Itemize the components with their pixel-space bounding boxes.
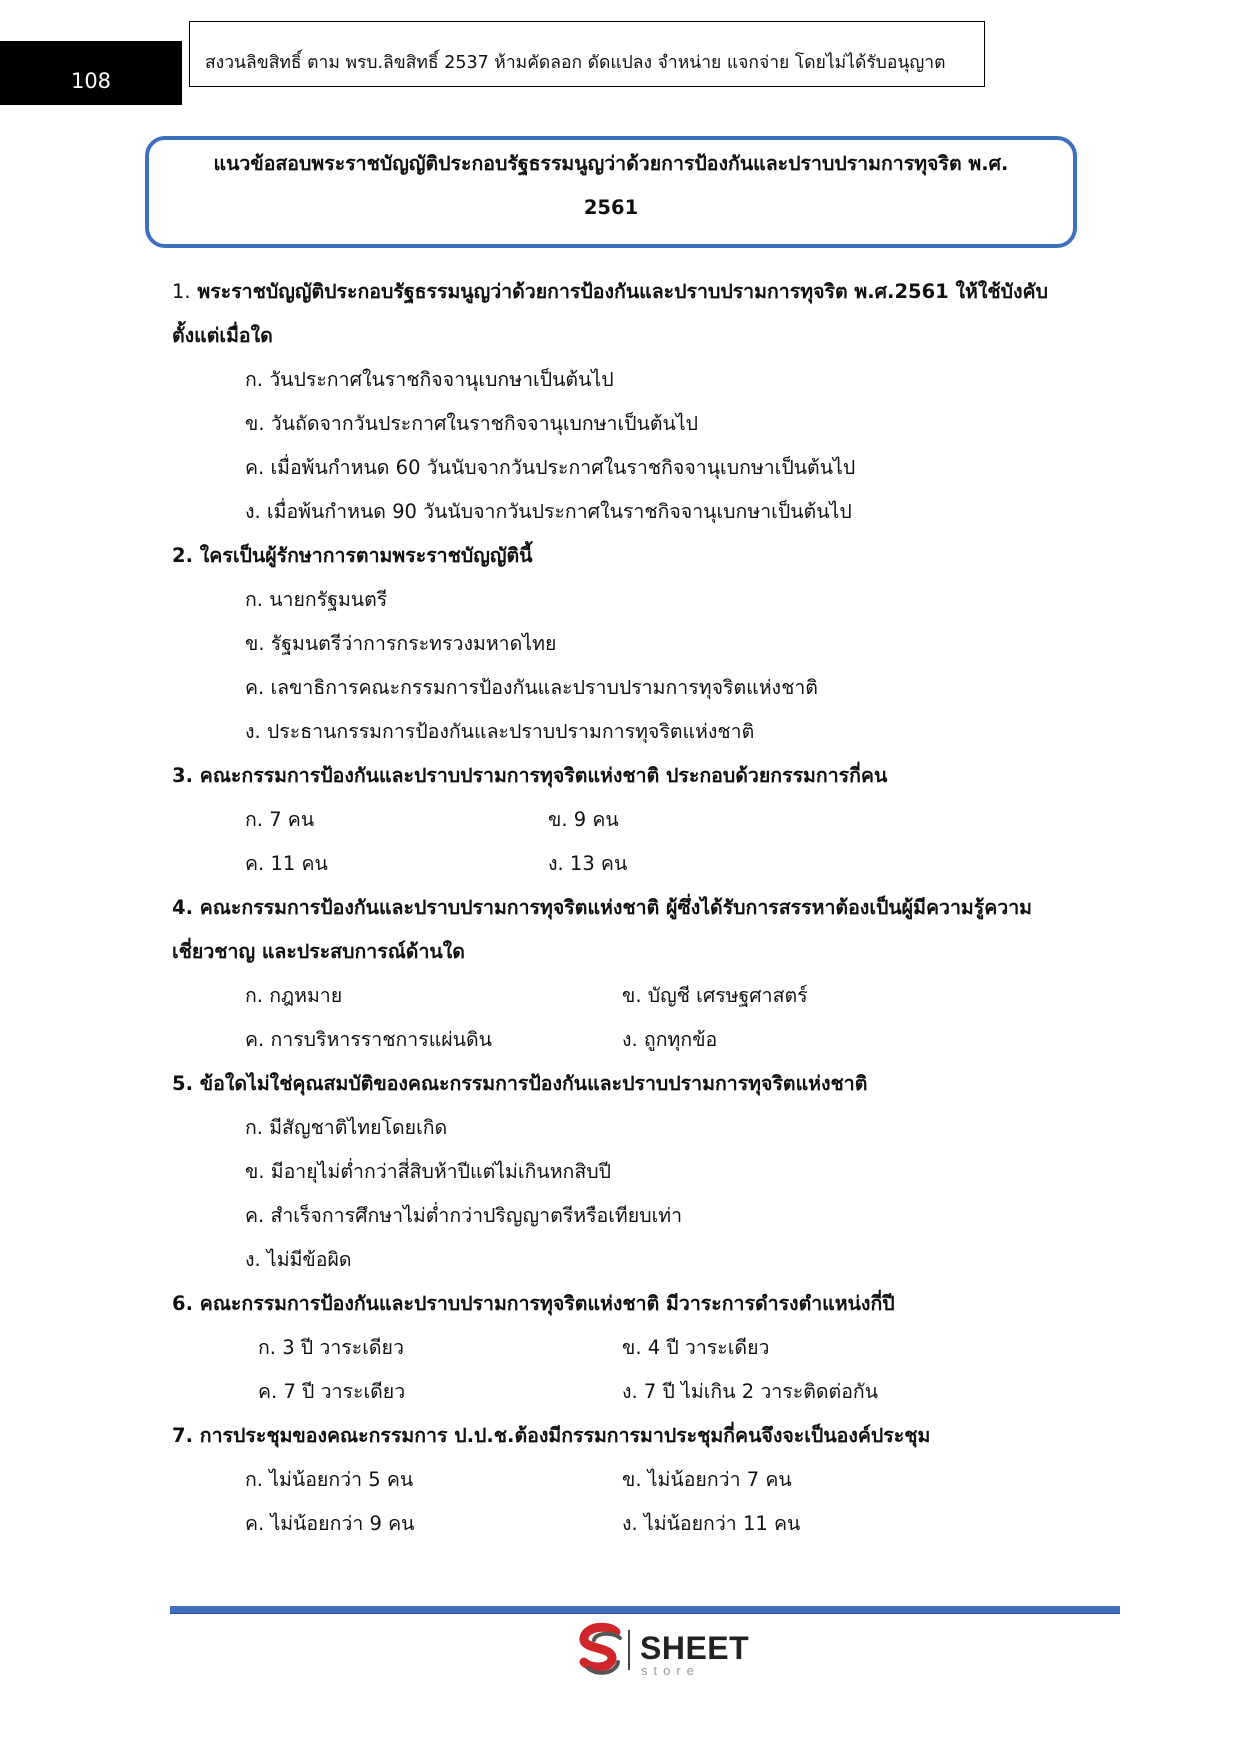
title-line-2: 2561 (583, 196, 639, 219)
question-number: 1. (172, 280, 191, 303)
option-3a: ก. 7 คน (245, 808, 315, 831)
question-text: ใครเป็นผู้รักษาการตามพระราชบัญญัตินี้ (199, 544, 533, 567)
sheet-store-logo-icon (572, 1622, 632, 1680)
question-3 (172, 754, 1052, 798)
question-6 (172, 1282, 1052, 1326)
option-6b: ข. 4 ปี วาระเดียว (622, 1336, 770, 1359)
option-4a: ก. กฎหมาย (245, 984, 343, 1007)
question-text: คณะกรรมการป้องกันและปราบปรามการทุจริตแห่งชาติ ผู้ซึ่งได้รับการสรรหาต้องเป็นผู้มีความรู้ความเชี่ยวชาญ และประสบการณ์ด้านใด (172, 896, 1033, 963)
question-4 (172, 886, 1052, 974)
page-title (145, 136, 1077, 248)
option-5a: ก. มีสัญชาติไทยโดยเกิด (245, 1116, 448, 1139)
page-number: 108 (0, 41, 182, 105)
question-number: 4. (172, 896, 193, 919)
option-3c: ค. 11 คน (245, 852, 328, 875)
question-number: 5. (172, 1072, 193, 1095)
question-number: 7. (172, 1424, 193, 1447)
option-5b: ข. มีอายุไม่ต่ำกว่าสี่สิบห้าปีแต่ไม่เกินหกสิบปี (245, 1160, 612, 1183)
option-4d: ง. ถูกทุกข้อ (622, 1028, 718, 1051)
option-1b: ข. วันถัดจากวันประกาศในราชกิจจานุเบกษาเป็นต้นไป (245, 412, 699, 435)
option-4c: ค. การบริหารราชการแผ่นดิน (245, 1028, 493, 1051)
title-line-1: แนวข้อสอบพระราชบัญญัติประกอบรัฐธรรมนูญว่าด้วยการป้องกันและปราบปรามการทุจริต พ.ศ. (213, 152, 1009, 175)
question-text: คณะกรรมการป้องกันและปราบปรามการทุจริตแห่งชาติ ประกอบด้วยกรรมการกี่คน (199, 764, 888, 787)
question-number: 6. (172, 1292, 193, 1315)
question-number: 3. (172, 764, 193, 787)
option-7a: ก. ไม่น้อยกว่า 5 คน (245, 1468, 414, 1491)
option-6d: ง. 7 ปี ไม่เกิน 2 วาระติดต่อกัน (622, 1380, 879, 1403)
question-text: ข้อใดไม่ใช่คุณสมบัติของคณะกรรมการป้องกันและปราบปรามการทุจริตแห่งชาติ (199, 1072, 868, 1095)
question-text: พระราชบัญญัติประกอบรัฐธรรมนูญว่าด้วยการป้องกันและปราบปรามการทุจริต พ.ศ.2561 ให้ใช้บังคับตั้งแต่เมื่อใด (172, 280, 1048, 347)
question-2 (172, 534, 1052, 578)
question-5 (172, 1062, 1052, 1106)
logo-text: SHEET (640, 1630, 750, 1666)
option-1a: ก. วันประกาศในราชกิจจานุเบกษาเป็นต้นไป (245, 368, 614, 391)
option-6a: ก. 3 ปี วาระเดียว (258, 1336, 404, 1359)
option-1c: ค. เมื่อพ้นกำหนด 60 วันนับจากวันประกาศในราชกิจจานุเบกษาเป็นต้นไป (245, 456, 856, 479)
option-3d: ง. 13 คน (548, 852, 628, 875)
footer-rule (170, 1606, 1120, 1614)
option-7d: ง. ไม่น้อยกว่า 11 คน (622, 1512, 801, 1535)
option-2b: ข. รัฐมนตรีว่าการกระทรวงมหาดไทย (245, 632, 557, 655)
option-2a: ก. นายกรัฐมนตรี (245, 588, 388, 611)
option-5c: ค. สำเร็จการศึกษาไม่ต่ำกว่าปริญญาตรีหรือเทียบเท่า (245, 1204, 683, 1227)
option-6c: ค. 7 ปี วาระเดียว (258, 1380, 406, 1403)
option-1d: ง. เมื่อพ้นกำหนด 90 วันนับจากวันประกาศในราชกิจจานุเบกษาเป็นต้นไป (245, 500, 852, 523)
question-text: การประชุมของคณะกรรมการ ป.ป.ช.ต้องมีกรรมการมาประชุมกี่คนจึงจะเป็นองค์ประชุม (199, 1424, 931, 1447)
option-2c: ค. เลขาธิการคณะกรรมการป้องกันและปราบปรามการทุจริตแห่งชาติ (245, 676, 818, 699)
logo-subtext: store (641, 1663, 700, 1678)
question-7 (172, 1414, 1052, 1458)
option-7b: ข. ไม่น้อยกว่า 7 คน (622, 1468, 792, 1491)
option-4b: ข. บัญชี เศรษฐศาสตร์ (622, 984, 808, 1007)
option-7c: ค. ไม่น้อยกว่า 9 คน (245, 1512, 415, 1535)
option-2d: ง. ประธานกรรมการป้องกันและปราบปรามการทุจริตแห่งชาติ (245, 720, 755, 743)
question-text: คณะกรรมการป้องกันและปราบปรามการทุจริตแห่งชาติ มีวาระการดำรงตำแหน่งกี่ปี (199, 1292, 895, 1315)
option-3b: ข. 9 คน (548, 808, 619, 831)
option-5d: ง. ไม่มีข้อผิด (245, 1248, 352, 1271)
question-1 (172, 270, 1052, 358)
copyright-notice: สงวนลิขสิทธิ์ ตาม พรบ.ลิขสิทธิ์ 2537 ห้ามคัดลอก ดัดแปลง จำหน่าย แจกจ่าย โดยไม่ได้รับอนุญาต (189, 21, 985, 87)
question-number: 2. (172, 544, 193, 567)
